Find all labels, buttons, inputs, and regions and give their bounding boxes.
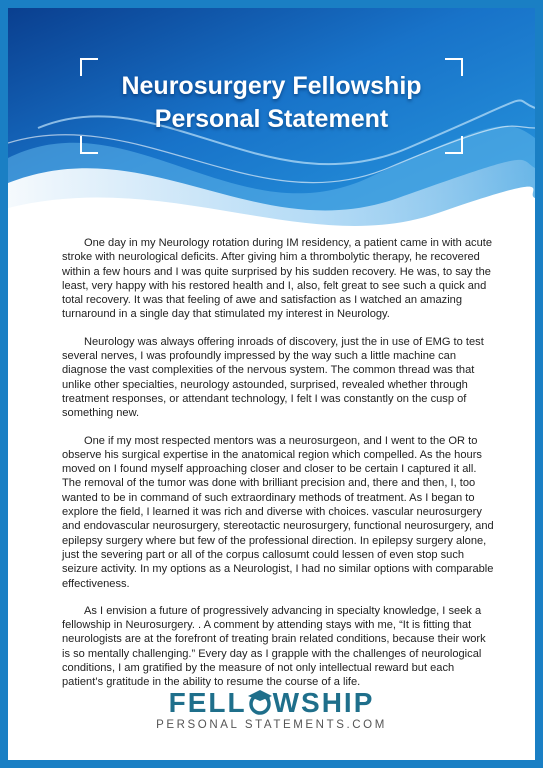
statement-body (62, 236, 494, 703)
logo-wordmark (8, 688, 535, 718)
logo-subtitle: PERSONAL STATEMENTS.COM (156, 719, 387, 731)
title-line-1: Neurosurgery Fellowship (121, 72, 422, 100)
paragraph-1: One day in my Neurology rotation during IM residency, a patient came in with acute stroke with neurological deficits. After giving him a thrombolytic therapy, he recovered within a few hours and I was quite surprised by his sudden recovery. He was, to say the least, very happy with his restored health and I, also, felt great to see such a quick and total recovery. It was that feeling of awe and satisfaction as I watched an amazing turnaround in a single day that stimulated my interest in Neurology. (62, 237, 493, 321)
graduation-cap-icon (247, 688, 273, 718)
page-title (8, 70, 535, 136)
frame-corner-bottom-left (80, 136, 98, 154)
paragraph-3: One if my most respected mentors was a neurosurgeon, and I went to the OR to observe his surgical expertise in the anatomical region which compelled. As the hours moved on I found myself approaching closer and closer to be certain I captured it all. The removal of the tumor was done with brilliant precision and, there and then, I, too wanted to be in command of such extraordinary methods of treatment. As I began to explore the field, I learned it was rich and diverse with choices. vascular neurosurgery and endovascular neurosurgery, stereotactic neurosurgery, functional neurosurgery, and epilepsy surgery where but few of the professional direction. In epilepsy surgery alone, just the severing part or all of the corpus callosumt could lessen of even stop such seizure activity. In my options as a Neurologist, I had no similar options with comparable effectiveness. (62, 434, 494, 590)
logo-text-part1: FELL (168, 687, 247, 718)
paragraph-2: Neurology was always offering inroads of discovery, just the in use of EMG to test several nerves, I was profoundly impressed by the way such a little machine can diagnose the vast complexities of the nervous system. The common thread was that unlike other specialties, neurology astounded, surprised, revealed whether through treatment responses, or attendant technology, I felt I was constantly on the cusp of something new. (62, 335, 484, 420)
frame-corner-bottom-right (445, 136, 463, 154)
logo-text-part2: WSHIP (272, 687, 375, 718)
paragraph-4: As I envision a future of progressively advancing in specialty knowledge, I seek a fellowship in Neurosurgery. . A comment by attending stays with me, “It is fitting that neurologists are at the forefront of treating brain related conditions, because their work is so mentally challenging.” Every day as I grapple with the challenges of neurological conditions, I am gratified by the measure of not only intellectual reward but each patient’s gratitude in the ability to resume the course of a life. (62, 604, 486, 689)
title-line-2: Personal Statement (154, 105, 389, 133)
header-banner (8, 8, 535, 238)
logo (8, 688, 535, 731)
document-page (8, 8, 535, 760)
